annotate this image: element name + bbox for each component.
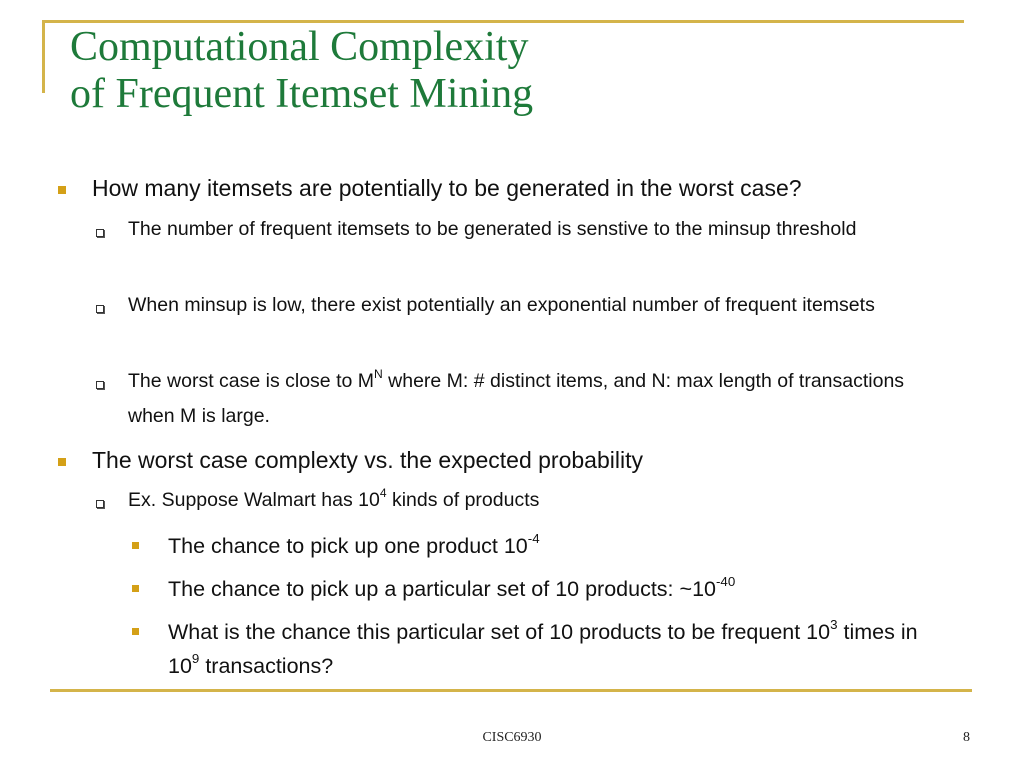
sub-bullet-2-1-pre: Ex. Suppose Walmart has 10 xyxy=(128,489,380,511)
bullet-square-icon xyxy=(132,542,139,549)
sub-bullet-1-2-text: When minsup is low, there exist potentially an exponential number of frequent itemsets xyxy=(128,294,875,316)
sub-sub-bullet-2-text xyxy=(168,572,948,606)
hollow-square-bullet-icon xyxy=(96,500,104,508)
title-line-1: Computational Complexity xyxy=(70,24,529,70)
sub-bullet-1-1-text: The number of frequent itemsets to be generated is senstive to the minsup threshold xyxy=(128,218,857,240)
bullet-2-text: The worst case complexty vs. the expected probability xyxy=(92,447,643,473)
bullet-square-icon xyxy=(58,458,66,466)
sub-sub-bullet-2-superscript: -40 xyxy=(715,573,736,589)
sub-sub-bullet-2-pre: The chance to pick up a particular set of 10 products: ~10 xyxy=(168,577,716,601)
sub-bullet-2-1-post: kinds of products xyxy=(386,489,540,511)
sub-sub-bullet-1-superscript: -4 xyxy=(527,530,540,546)
bullet-square-icon xyxy=(132,585,139,592)
bullet-square-icon xyxy=(132,628,139,635)
sub-sub-bullet-3-pre: What is the chance this particular set of 10 products to be frequent 10 xyxy=(168,620,831,644)
hollow-square-bullet-icon xyxy=(96,229,104,237)
sub-sub-bullet-3-superscript-2: 9 xyxy=(191,650,200,666)
bullet-square-icon xyxy=(58,186,66,194)
sub-bullet-1-3-pre: The worst case is close to M xyxy=(128,370,374,392)
footer-course-label: CISC6930 xyxy=(482,730,542,745)
bullet-1-text: How many itemsets are potentially to be generated in the worst case? xyxy=(92,175,802,201)
sub-sub-bullet-3-superscript-1: 3 xyxy=(830,616,838,632)
sub-bullet-1-3-superscript: N xyxy=(374,366,383,381)
title-line-2: of Frequent Itemset Mining xyxy=(70,71,534,117)
sub-sub-bullet-3-mid: times in 10 xyxy=(168,620,918,678)
sub-sub-bullet-1-pre: The chance to pick up one product 10 xyxy=(168,534,528,558)
sub-sub-bullet-3-post: transactions? xyxy=(199,654,334,678)
hollow-square-bullet-icon xyxy=(96,305,104,313)
sub-bullet-1-3-text xyxy=(128,364,948,434)
sub-bullet-2-1-superscript: 4 xyxy=(379,485,387,500)
sub-sub-bullet-3-text xyxy=(168,615,948,683)
bottom-accent-line xyxy=(50,689,972,692)
hollow-square-bullet-icon xyxy=(96,381,104,389)
footer-page-number: 8 xyxy=(963,730,970,745)
sub-bullet-1-3-post: where M: # distinct items, and N: max length of transactions when M is large. xyxy=(128,370,905,427)
sub-sub-bullet-1-text xyxy=(168,529,948,563)
sub-bullet-2-1-text xyxy=(128,483,948,518)
